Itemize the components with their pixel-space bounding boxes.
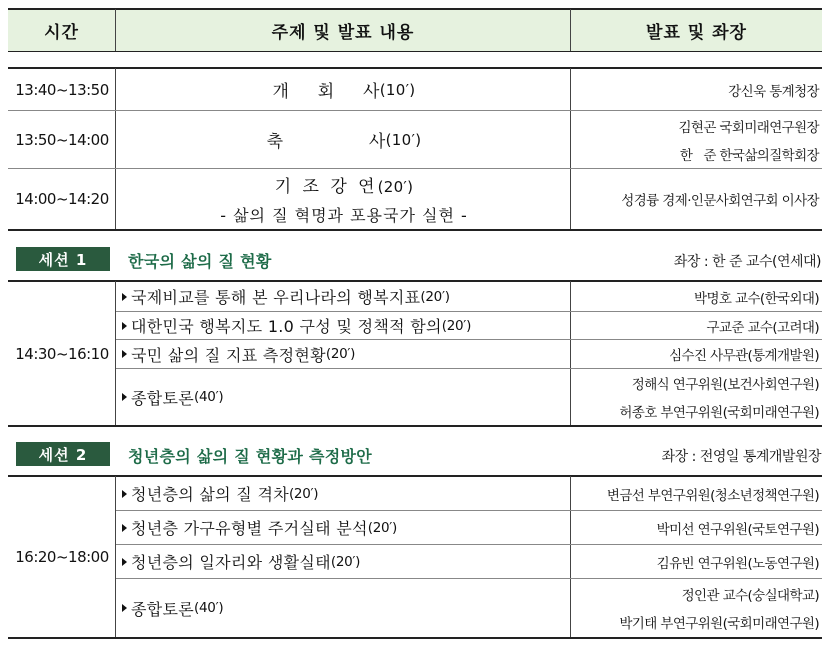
topic-duration: (40′) xyxy=(194,600,224,616)
header-time: 시간 xyxy=(44,22,79,43)
presenter-cell xyxy=(571,169,819,229)
bullet-arrow-icon xyxy=(122,490,127,498)
bullet-arrow-icon xyxy=(122,393,127,401)
topic-cell xyxy=(118,369,570,425)
session-chair: 좌장 : 한 준 교수(연세대) xyxy=(673,254,821,270)
presenter-cell xyxy=(571,111,819,168)
topic-cell xyxy=(118,545,570,578)
presenter-name: 심수진 사무관(통계개발원) xyxy=(669,348,819,364)
presenter-name: 박미선 연구위원(국토연구원) xyxy=(656,521,819,538)
topic-cell xyxy=(118,312,570,339)
topic-text: 청년층의 일자리와 생활실태 xyxy=(131,553,331,572)
topic-cell xyxy=(118,111,570,168)
topic-duration: (10′) xyxy=(379,80,416,99)
bullet-arrow-icon xyxy=(122,322,127,330)
presenter-name: 정해식 연구위원(보건사회연구원) xyxy=(631,377,819,393)
presenter-name: 김현곤 국회미래연구원장 xyxy=(678,119,819,136)
topic-text: 청년층의 삶의 질 격차 xyxy=(131,485,289,504)
header-bottom-border xyxy=(8,51,822,52)
presenter-cell xyxy=(571,282,819,311)
session-title: 한국의 삶의 질 현황 xyxy=(128,252,272,271)
session-chair: 좌장 : 전영일 통계개발원장 xyxy=(661,449,821,465)
topic-cell xyxy=(118,340,570,368)
topic-duration: (20′) xyxy=(367,519,398,536)
bullet-arrow-icon xyxy=(122,524,127,532)
presenter-cell xyxy=(571,369,819,425)
topic-cell xyxy=(118,69,570,110)
topic-text: 대한민국 행복지도 1.0 구성 및 정책적 함의 xyxy=(131,317,442,336)
topic-cell xyxy=(118,579,570,637)
session-badge: 세션 2 xyxy=(16,442,110,466)
bullet-arrow-icon xyxy=(122,293,127,301)
topic-duration: (10′) xyxy=(385,130,422,149)
topic-cell xyxy=(118,282,570,311)
time-cell: 13:40~13:50 xyxy=(15,80,109,99)
topic-text: 축 사 xyxy=(266,132,386,152)
presenter-cell xyxy=(571,69,819,110)
topic-duration: (20′) xyxy=(288,485,319,502)
topic-cell xyxy=(118,169,570,229)
topic-cell xyxy=(118,477,570,510)
topic-duration: (40′) xyxy=(194,389,224,405)
session2-bottom-border xyxy=(8,637,822,639)
topic-duration: (20′) xyxy=(420,288,450,305)
session1-bottom-border xyxy=(8,425,822,427)
topic-duration: (20′) xyxy=(377,178,414,196)
presenter-name: 허종호 부연구위원(국회미래연구원) xyxy=(619,405,819,421)
topic-subtitle: - 삶의 질 혁명과 포용국가 실현 - xyxy=(220,206,468,225)
topic-text: 국제비교를 통해 본 우리나라의 행복지표 xyxy=(131,288,421,307)
presenter-name: 박기태 부연구위원(국회미래연구원) xyxy=(619,616,819,632)
topic-text: 종합토론 xyxy=(131,388,195,408)
topic-cell xyxy=(118,511,570,544)
presenter-cell xyxy=(571,340,819,368)
session-badge: 세션 1 xyxy=(16,247,110,271)
presenter-name: 정인관 교수(숭실대학교) xyxy=(681,588,819,604)
time-cell: 16:20~18:00 xyxy=(15,548,109,566)
topic-text: 개 회 사 xyxy=(272,82,380,102)
bullet-arrow-icon xyxy=(122,604,127,612)
presenter-cell xyxy=(571,312,819,339)
presenter-name: 변금선 부연구위원(청소년정책연구원) xyxy=(606,487,819,504)
header-topic: 주제 및 발표 내용 xyxy=(271,22,415,43)
presenter-cell xyxy=(571,545,819,578)
header-presenter: 발표 및 좌장 xyxy=(646,22,747,43)
opening-bottom-border xyxy=(8,229,822,231)
presenter-name: 박명호 교수(한국외대) xyxy=(694,290,819,307)
topic-duration: (20′) xyxy=(330,553,361,570)
topic-text: 종합토론 xyxy=(131,599,195,619)
presenter-cell xyxy=(571,477,819,510)
presenter-cell xyxy=(571,511,819,544)
presenter-name: 구교준 교수(고려대) xyxy=(706,319,819,336)
topic-duration: (20′) xyxy=(325,346,356,362)
topic-duration: (20′) xyxy=(441,317,472,334)
topic-text: 청년층 가구유형별 주거실태 분석 xyxy=(131,519,368,538)
session-title: 청년층의 삶의 질 현황과 측정방안 xyxy=(128,447,373,466)
presenter-name: 김유빈 연구위원(노동연구원) xyxy=(656,555,819,572)
bullet-arrow-icon xyxy=(122,558,127,566)
presenter-name: 성경륭 경제·인문사회연구회 이사장 xyxy=(621,193,819,209)
time-cell: 13:50~14:00 xyxy=(15,130,109,149)
bullet-arrow-icon xyxy=(122,350,127,358)
presenter-name: 강신욱 통계청장 xyxy=(728,83,819,100)
time-cell: 14:00~14:20 xyxy=(15,190,109,208)
presenter-cell xyxy=(571,579,819,637)
topic-text: 국민 삶의 질 지표 측정현황 xyxy=(131,345,326,365)
topic-text: 기 조 강 연 xyxy=(274,177,378,197)
time-cell: 14:30~16:10 xyxy=(15,344,109,363)
presenter-name: 한 준 한국삶의질학회장 xyxy=(679,147,819,164)
